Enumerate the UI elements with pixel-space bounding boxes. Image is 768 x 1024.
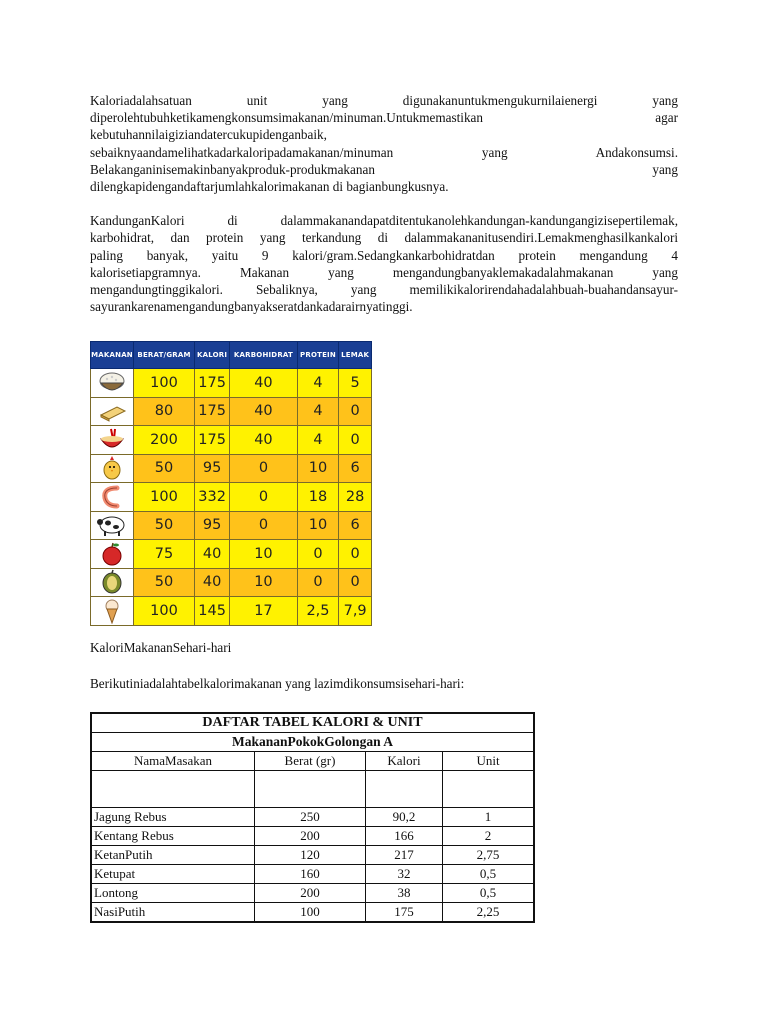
nutrition-table [90, 341, 372, 626]
nutrition-table-header [91, 342, 372, 369]
paragraph-line: sayurankarenamengandungbanyakseratdankadarairnyatinggi. [90, 299, 413, 315]
food-cell [91, 426, 134, 455]
table-row [91, 808, 534, 827]
cell-berat: 250 [255, 808, 366, 827]
cell-berat: 100 [134, 483, 195, 512]
rice-bowl-icon [97, 371, 127, 395]
table-row [91, 827, 534, 846]
food-cell [91, 568, 134, 597]
cell-unit: 2,75 [443, 846, 535, 865]
cell-protein: 4 [297, 369, 339, 398]
cell-karbohidrat: 40 [230, 426, 298, 455]
cell-unit: 0,5 [443, 884, 535, 903]
cell-nama: NasiPutih [91, 903, 255, 923]
paragraph-line: KandunganKalori di dalammakanandapatditentukanolehkandungan-kandungangizisepertilemak, [90, 213, 678, 229]
paragraph-line: diperolehtubuhketikamengkonsumsimakanan/minuman.Untukmemastikan agar [90, 110, 678, 126]
header-unit: Unit [443, 752, 535, 771]
header-nama-masakan: NamaMasakan [91, 752, 255, 771]
cow-icon [96, 512, 128, 538]
table-row [91, 511, 372, 540]
table-row [91, 865, 534, 884]
cell-protein: 4 [297, 397, 339, 426]
ice-cream-icon [97, 598, 127, 624]
food-cell [91, 540, 134, 569]
cell-lemak: 6 [339, 454, 372, 483]
calorie-table-title: DAFTAR TABEL KALORI & UNIT [91, 713, 534, 733]
cell-protein: 0 [297, 540, 339, 569]
table-row [91, 903, 534, 923]
cell-nama: Lontong [91, 884, 255, 903]
header-kalori: KALORI [195, 342, 230, 369]
cell-lemak: 0 [339, 540, 372, 569]
cell-kalori: 217 [366, 846, 443, 865]
cell-nama: Kentang Rebus [91, 827, 255, 846]
cell-berat: 75 [134, 540, 195, 569]
cell-kalori: 40 [195, 540, 230, 569]
cell-lemak: 5 [339, 369, 372, 398]
paragraph-calorie-content [90, 212, 678, 315]
empty-cell [443, 771, 535, 808]
durian-icon [97, 569, 127, 595]
cell-berat: 100 [134, 597, 195, 626]
cell-unit: 1 [443, 808, 535, 827]
chicken-icon [97, 455, 127, 481]
header-kalori: Kalori [366, 752, 443, 771]
cell-protein: 0 [297, 568, 339, 597]
cell-berat: 120 [255, 846, 366, 865]
cell-unit: 2 [443, 827, 535, 846]
cell-berat: 200 [255, 827, 366, 846]
table-row [91, 426, 372, 455]
cell-lemak: 28 [339, 483, 372, 512]
calorie-table-subtitle: MakananPokokGolongan A [91, 733, 534, 752]
cell-kalori: 175 [366, 903, 443, 923]
cell-karbohidrat: 0 [230, 511, 298, 540]
table-row [91, 597, 372, 626]
cell-berat: 50 [134, 511, 195, 540]
cell-kalori: 145 [195, 597, 230, 626]
cell-kalori: 95 [195, 454, 230, 483]
cell-berat: 160 [255, 865, 366, 884]
table-row [91, 454, 372, 483]
document-body [90, 92, 678, 315]
table-row [91, 884, 534, 903]
table-row [91, 846, 534, 865]
paragraph-line: sebaiknyaandamelihatkadarkaloripadamakanan/minuman yang Andakonsumsi. [90, 144, 678, 160]
header-berat: Berat (gr) [255, 752, 366, 771]
table-row [91, 397, 372, 426]
cell-kalori: 332 [195, 483, 230, 512]
cell-unit: 0,5 [443, 865, 535, 884]
calorie-table-header [91, 752, 534, 771]
empty-cell [91, 771, 255, 808]
cell-berat: 50 [134, 454, 195, 483]
paragraph-line: kebutuhannilaigiziandatercukupidenganbaik, [90, 127, 327, 143]
cell-berat: 80 [134, 397, 195, 426]
calorie-table-title-row [91, 713, 534, 733]
paragraph-line: paling banyak, yaitu 9 kalori/gram.Sedangkankarbohidratdan protein mengandung 4 [90, 247, 678, 263]
cell-lemak: 0 [339, 426, 372, 455]
cell-karbohidrat: 0 [230, 454, 298, 483]
food-cell [91, 511, 134, 540]
table-row [91, 483, 372, 512]
cell-kalori: 90,2 [366, 808, 443, 827]
paragraph-intro-calories [90, 92, 678, 195]
cell-berat: 200 [134, 426, 195, 455]
header-karbohidrat: KARBOHIDRAT [230, 342, 298, 369]
cell-berat: 100 [134, 369, 195, 398]
cell-karbohidrat: 17 [230, 597, 298, 626]
food-cell [91, 369, 134, 398]
paragraph-line: Belakanganinisemakinbanyakproduk-produkmakanan yang [90, 161, 678, 177]
cell-lemak: 0 [339, 397, 372, 426]
cell-unit: 2,25 [443, 903, 535, 923]
cell-lemak: 6 [339, 511, 372, 540]
intro-text: Berikutiniadalahtabelkalorimakanan yang lazimdikonsumsisehari-hari: [90, 676, 465, 691]
cell-kalori: 40 [195, 568, 230, 597]
cell-lemak: 7,9 [339, 597, 372, 626]
paragraph-line: dilengkapidengandaftarjumlahkalorimakanan di bagianbungkusnya. [90, 179, 449, 195]
cell-protein: 4 [297, 426, 339, 455]
food-cell [91, 483, 134, 512]
cell-nama: Ketupat [91, 865, 255, 884]
cell-nama: KetanPutih [91, 846, 255, 865]
paragraph-line: Kaloriadalahsatuan unit yang digunakanuntukmengukurnilaienergi yang [90, 93, 678, 108]
empty-cell [255, 771, 366, 808]
cell-protein: 2,5 [297, 597, 339, 626]
cell-berat: 50 [134, 568, 195, 597]
cell-berat: 100 [255, 903, 366, 923]
section-heading: KaloriMakananSehari-hari [90, 640, 232, 655]
cell-lemak: 0 [339, 568, 372, 597]
cell-karbohidrat: 40 [230, 369, 298, 398]
cell-karbohidrat: 10 [230, 568, 298, 597]
cell-karbohidrat: 0 [230, 483, 298, 512]
empty-cell [366, 771, 443, 808]
paragraph-line: kalorisetiapgramnya. Makanan yang mengandungbanyaklemakadalahmakanan yang [90, 264, 678, 280]
cell-kalori: 38 [366, 884, 443, 903]
food-cell [91, 597, 134, 626]
cell-karbohidrat: 40 [230, 397, 298, 426]
paragraph-line: karbohidrat, dan protein yang terkandung di dalammakananitusendiri.Lemakmenghasilkankalori [90, 230, 678, 246]
noodle-bowl-icon [97, 427, 127, 453]
food-cell [91, 397, 134, 426]
cell-kalori: 175 [195, 369, 230, 398]
cell-berat: 200 [255, 884, 366, 903]
shrimp-icon [97, 484, 127, 510]
calorie-table-subtitle-row [91, 733, 534, 752]
cell-protein: 10 [297, 511, 339, 540]
table-row [91, 540, 372, 569]
apple-icon [97, 541, 127, 567]
cell-kalori: 175 [195, 397, 230, 426]
cell-kalori: 166 [366, 827, 443, 846]
calorie-table [90, 712, 535, 923]
header-berat: BERAT/GRAM [134, 342, 195, 369]
cell-kalori: 175 [195, 426, 230, 455]
cell-protein: 18 [297, 483, 339, 512]
header-makanan: MAKANAN [91, 342, 134, 369]
cell-protein: 10 [297, 454, 339, 483]
cell-karbohidrat: 10 [230, 540, 298, 569]
table-row-empty [91, 771, 534, 808]
cell-kalori: 95 [195, 511, 230, 540]
food-cell [91, 454, 134, 483]
table-row [91, 568, 372, 597]
cell-kalori: 32 [366, 865, 443, 884]
cell-nama: Jagung Rebus [91, 808, 255, 827]
bread-icon [97, 399, 127, 423]
paragraph-line: mengandungtinggikalori. Sebaliknya, yang memilikikalorirendahadalahbuah-buahandansayur- [90, 282, 678, 298]
header-lemak: LEMAK [339, 342, 372, 369]
table-row [91, 369, 372, 398]
header-protein: PROTEIN [297, 342, 339, 369]
